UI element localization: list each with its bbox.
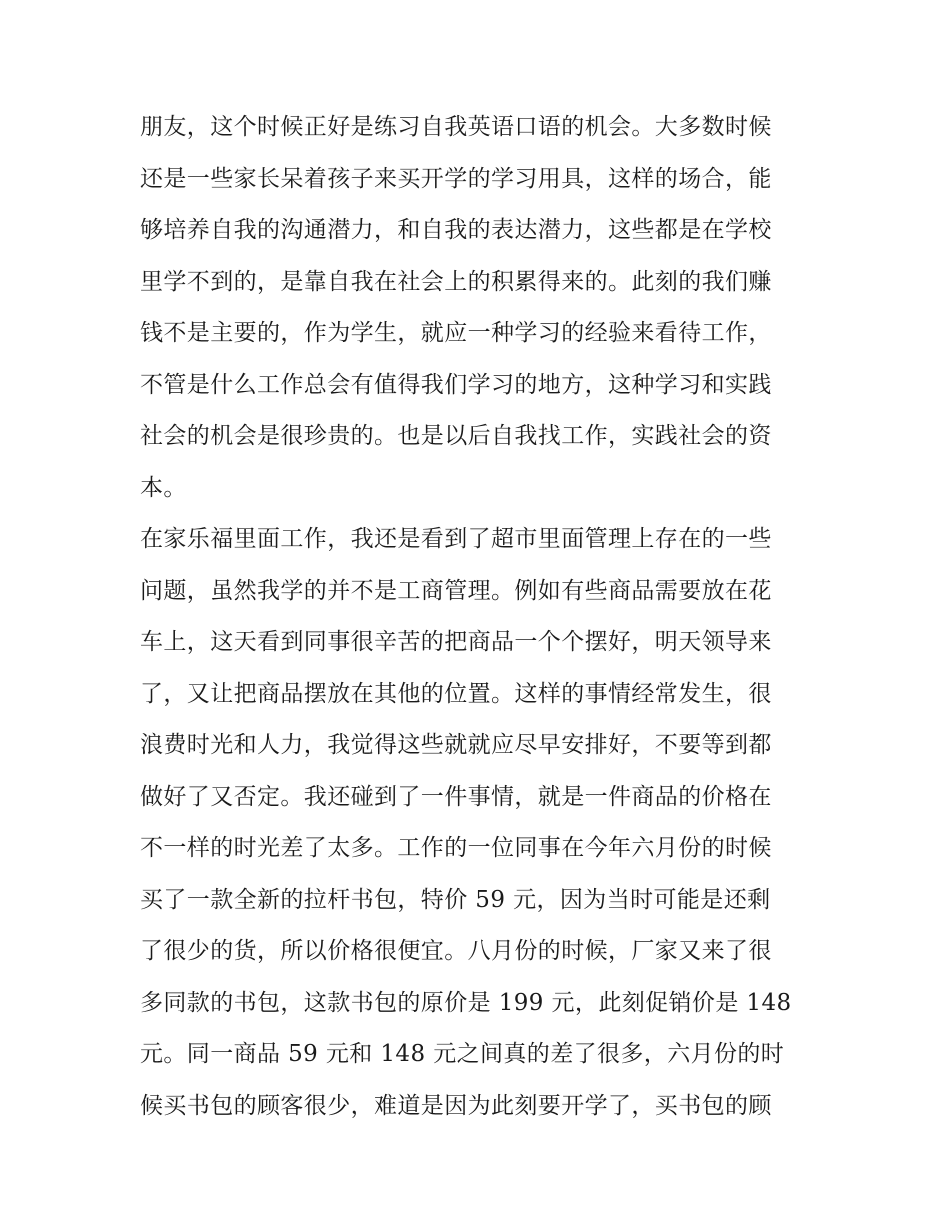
text-line-8: 本。 (140, 474, 187, 501)
text-line-6: 不管是什么工作总会有值得我们学习的地方，这种学习和实践 (140, 371, 772, 398)
text-line-7: 社会的机会是很珍贵的。也是以后自我找工作，实践社会的资 (140, 423, 772, 449)
text-line-14: 做好了又否定。我还碰到了一件事情，就是一件商品的价格在 (140, 783, 772, 810)
text-line-13: 浪费时光和人力，我觉得这些就就应尽早安排好，不要等到都 (140, 732, 772, 758)
body-text (140, 102, 820, 1132)
text-line-9: 在家乐福里面工作，我还是看到了超市里面管理上存在的一些 (140, 526, 772, 552)
text-line-19: 元。同一商品 59 元和 148 元之间真的差了很多，六月份的时 (140, 1041, 785, 1067)
text-line-18: 多同款的书包，这款书包的原价是 199 元，此刻促销价是 148 (140, 989, 792, 1016)
text-line-15: 不一样的时光差了太多。工作的一位同事在今年六月份的时候 (140, 835, 772, 861)
text-line-20: 候买书包的顾客很少，难道是因为此刻要开学了，买书包的顾 (140, 1092, 772, 1119)
text-line-12: 了，又让把商品摆放在其他的位置。这样的事情经常发生，很 (140, 680, 772, 707)
text-line-11: 车上，这天看到同事很辛苦的把商品一个个摆好，明天领导来 (140, 629, 772, 655)
text-line-5: 钱不是主要的，作为学生，就应一种学习的经验来看待工作， (140, 320, 772, 346)
text-line-17: 了很少的货，所以价格很便宜。八月份的时候，厂家又来了很 (140, 938, 772, 964)
text-line-16: 买了一款全新的拉杆书包，特价 59 元，因为当时可能是还剩 (140, 886, 771, 913)
text-line-2: 还是一些家长呆着孩子来买开学的学习用具，这样的场合，能 (140, 165, 772, 192)
text-line-10: 问题，虽然我学的并不是工商管理。例如有些商品需要放在花 (140, 577, 772, 604)
text-line-4: 里学不到的，是靠自我在社会上的积累得来的。此刻的我们赚 (140, 268, 772, 295)
text-line-3: 够培养自我的沟通潜力，和自我的表达潜力，这些都是在学校 (140, 217, 772, 243)
text-line-1: 朋友，这个时候正好是练习自我英语口语的机会。大多数时候 (140, 114, 772, 140)
